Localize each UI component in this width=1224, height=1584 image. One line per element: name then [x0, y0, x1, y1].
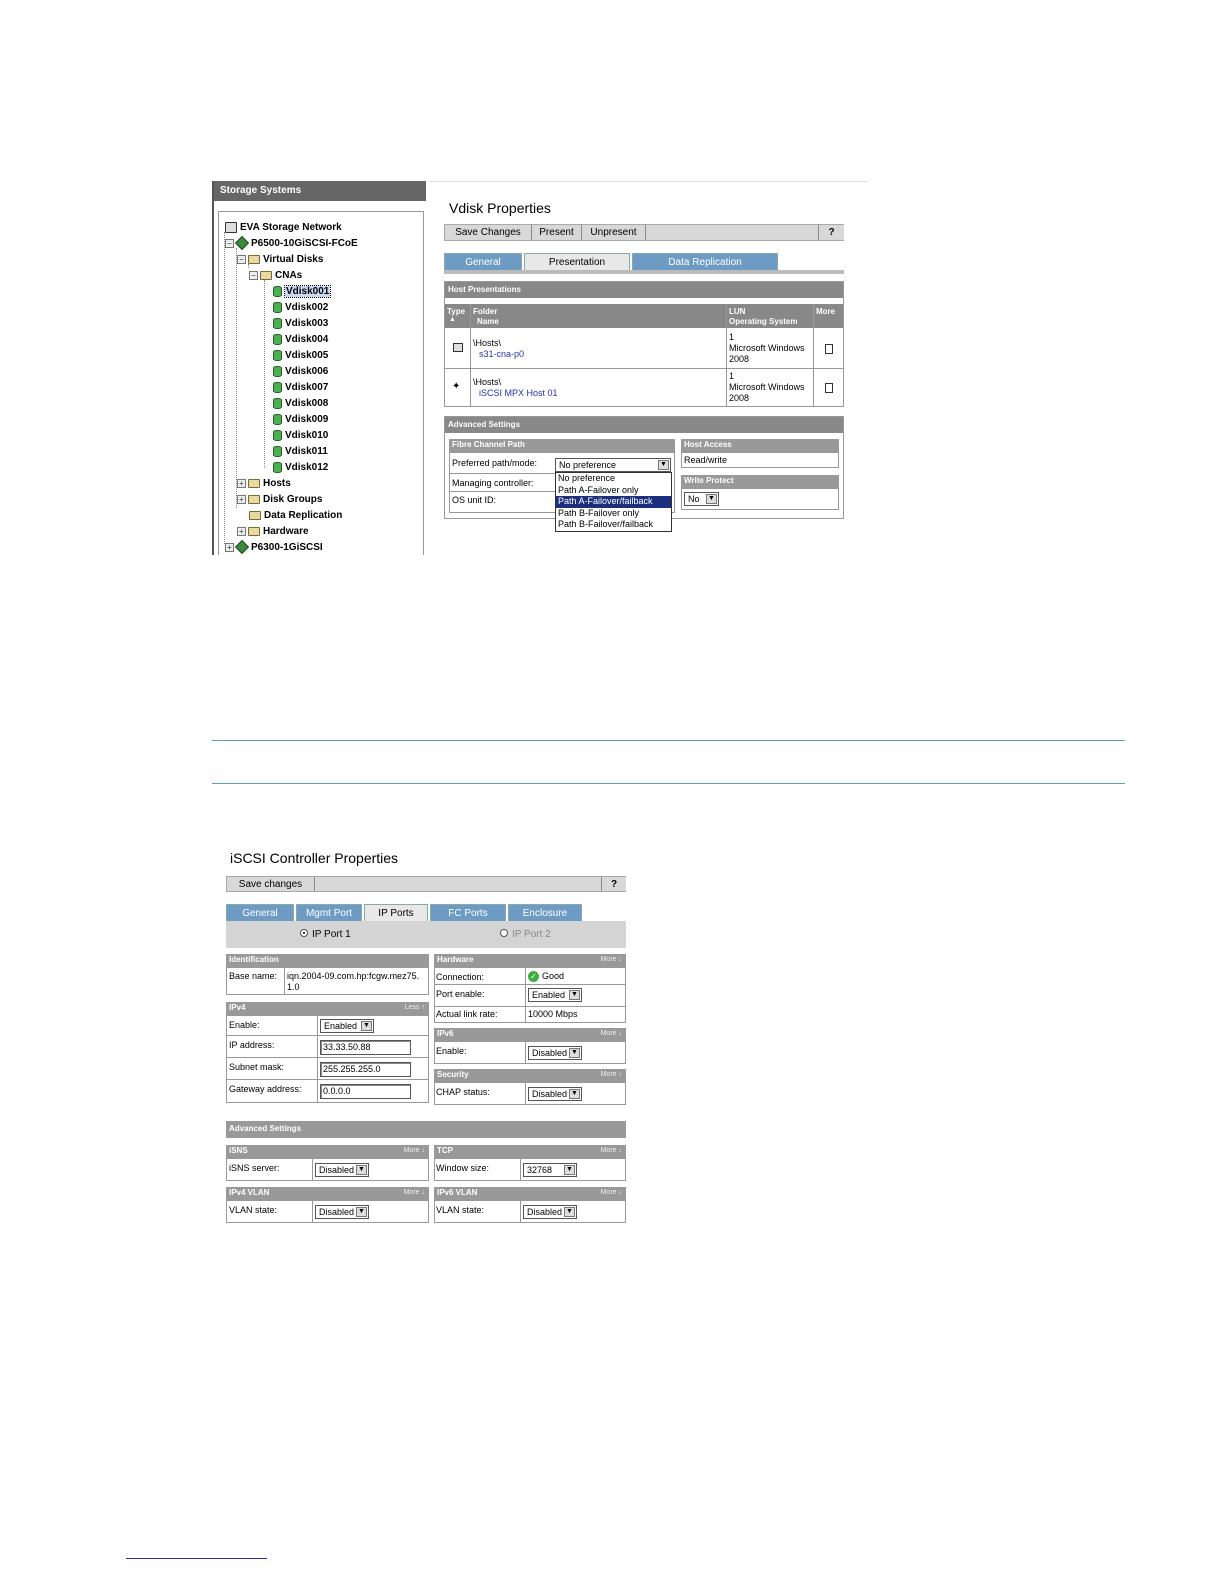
- page-title: Vdisk Properties: [449, 200, 551, 216]
- details-icon[interactable]: [825, 383, 833, 393]
- window-size-label: Window size:: [436, 1163, 490, 1173]
- vdisk-toolbar: [444, 224, 844, 241]
- radio-selected-icon: [300, 929, 308, 937]
- tree-item-vdisk[interactable]: Vdisk006: [273, 363, 328, 379]
- host-access-value: Read/write: [684, 455, 728, 465]
- port-selector-bar: [226, 921, 626, 948]
- more-link[interactable]: More ↓: [403, 1147, 425, 1154]
- isns-server-select[interactable]: Disabled ▼: [315, 1163, 369, 1177]
- more-link[interactable]: More ↓: [600, 1071, 622, 1078]
- preferred-path-label: Preferred path/mode:: [452, 458, 538, 468]
- gateway-input[interactable]: 0.0.0.0: [320, 1084, 411, 1099]
- storage-system-icon: [235, 236, 249, 250]
- write-protect-header: Write Protect: [681, 475, 839, 488]
- tree-item-vdisk[interactable]: Vdisk004: [273, 331, 328, 347]
- ip-port-2-radio[interactable]: IP Port 2: [500, 929, 551, 940]
- option-item[interactable]: Path B-Failover/failback: [558, 519, 654, 529]
- preferred-path-options[interactable]: [555, 472, 672, 532]
- iscsi-toolbar: [226, 876, 626, 892]
- tree-item-cnas[interactable]: − CNAs: [249, 267, 302, 283]
- tree-header: Storage Systems: [214, 181, 426, 201]
- subnet-mask-label: Subnet mask:: [229, 1062, 285, 1072]
- more-link[interactable]: More ↓: [600, 956, 622, 963]
- storage-tree-panel: [212, 181, 424, 555]
- help-button[interactable]: ?: [601, 877, 626, 891]
- vdisk-icon: [273, 462, 282, 473]
- col-name[interactable]: Name: [477, 317, 499, 326]
- network-icon: [225, 222, 237, 233]
- collapse-icon[interactable]: −: [249, 271, 258, 280]
- more-link[interactable]: More ↓: [600, 1147, 622, 1154]
- ipv4-enable-label: Enable:: [229, 1020, 260, 1030]
- dropdown-arrow-icon: ▼: [356, 1165, 367, 1175]
- ipv4-enable-select[interactable]: Enabled ▼: [320, 1019, 374, 1033]
- col-type[interactable]: Type: [447, 307, 466, 316]
- col-more: More: [816, 307, 836, 316]
- ipv6-enable-label: Enable:: [436, 1046, 467, 1056]
- host-os: Microsoft Windows: [729, 382, 805, 392]
- vdisk-icon: [273, 286, 282, 297]
- vdisk-icon: [273, 414, 282, 425]
- rule-bottom: [212, 783, 1125, 784]
- expand-icon[interactable]: +: [237, 479, 246, 488]
- collapse-icon[interactable]: −: [237, 255, 246, 264]
- more-link[interactable]: More ↓: [600, 1030, 622, 1037]
- tree-item-disk-groups[interactable]: + Disk Groups: [237, 491, 322, 507]
- ip-address-label: IP address:: [229, 1040, 275, 1050]
- ipv4-vlan-select[interactable]: Disabled ▼: [315, 1205, 369, 1219]
- unpresent-button[interactable]: Unpresent: [582, 225, 646, 240]
- vdisk-icon: [273, 350, 282, 361]
- subnet-mask-input[interactable]: 255.255.255.0: [320, 1062, 411, 1077]
- ipv6-header: IPv6 More ↓: [434, 1028, 626, 1041]
- base-name-label: Base name:: [229, 971, 278, 981]
- ipv4-vlan-label: VLAN state:: [229, 1205, 278, 1215]
- advanced-settings-header: Advanced Settings: [226, 1121, 626, 1138]
- gateway-label: Gateway address:: [229, 1084, 302, 1094]
- identification-header: Identification: [226, 954, 429, 967]
- base-name-value: iqn.2004-09.com.hp:fcgw.mez75.: [287, 971, 420, 981]
- vdisk-icon: [273, 318, 282, 329]
- tree-item-vdisk[interactable]: Vdisk011: [273, 443, 328, 459]
- save-changes-button[interactable]: Save Changes: [445, 225, 532, 240]
- managing-controller-label: Managing controller:: [452, 478, 534, 488]
- less-link[interactable]: Less ↑: [404, 1004, 425, 1011]
- dropdown-arrow-icon: ▼: [564, 1165, 575, 1175]
- tree-item-vdisk[interactable]: Vdisk008: [273, 395, 328, 411]
- tab-underline: [444, 270, 844, 274]
- ip-address-input[interactable]: 33.33.50.88: [320, 1040, 411, 1055]
- vdisk-icon: [273, 430, 282, 441]
- more-link[interactable]: More ↓: [403, 1189, 425, 1196]
- save-changes-button[interactable]: Save changes: [227, 877, 315, 891]
- port-enable-select[interactable]: Enabled ▼: [528, 988, 582, 1002]
- chap-status-select[interactable]: Disabled ▼: [528, 1087, 582, 1101]
- host-folder: \Hosts\: [473, 377, 502, 387]
- check-icon: ✓: [528, 971, 539, 982]
- advanced-settings-header: Advanced Settings: [445, 417, 843, 433]
- present-button[interactable]: Present: [532, 225, 582, 240]
- radio-unselected-icon: [500, 929, 508, 937]
- connection-label: Connection:: [436, 972, 485, 982]
- host-lun: 1: [729, 332, 735, 342]
- hardware-header: Hardware More ↓: [434, 954, 626, 967]
- vdisk-icon: [273, 302, 282, 313]
- tab-fc-ports[interactable]: FC Ports: [430, 904, 506, 921]
- host-presentations-header: Host Presentations: [445, 282, 843, 298]
- vdisk-icon: [273, 366, 282, 377]
- host-access-header: Host Access: [681, 439, 839, 452]
- dropdown-arrow-icon: ▼: [658, 460, 669, 470]
- col-os[interactable]: Operating System: [729, 317, 798, 326]
- tcp-header: TCP More ↓: [434, 1145, 626, 1158]
- host-link[interactable]: iSCSI MPX Host 01: [479, 388, 558, 398]
- host-presentations-section: [444, 281, 844, 407]
- vdisk-icon: [273, 382, 282, 393]
- option-item[interactable]: Path B-Failover only: [558, 507, 640, 518]
- tab-general[interactable]: General: [444, 253, 522, 270]
- folder-icon: [248, 527, 260, 536]
- expand-icon[interactable]: +: [237, 527, 246, 536]
- fc-path-header: Fibre Channel Path: [449, 439, 675, 452]
- dropdown-arrow-icon: ▼: [569, 1048, 580, 1058]
- col-lun[interactable]: LUN: [729, 307, 746, 316]
- tree-item-vdisk[interactable]: Vdisk005: [273, 347, 328, 363]
- link-rate-value: 10000 Mbps: [528, 1009, 578, 1019]
- link-rate-label: Actual link rate:: [436, 1009, 498, 1019]
- collapse-icon[interactable]: −: [225, 239, 234, 248]
- rule-top: [212, 740, 1125, 741]
- security-header: Security More ↓: [434, 1069, 626, 1082]
- host-os-version: 2008: [729, 393, 750, 403]
- dropdown-arrow-icon: ▼: [356, 1207, 367, 1217]
- folder-icon: [248, 255, 260, 264]
- vdisk-icon: [273, 334, 282, 345]
- tab-ip-ports[interactable]: IP Ports: [364, 904, 428, 921]
- host-lun: 1: [729, 371, 735, 381]
- tab-mgmt-port[interactable]: Mgmt Port: [296, 904, 362, 921]
- tab-general[interactable]: General: [226, 904, 294, 921]
- host-os-version: 2008: [729, 354, 750, 364]
- ipv4-vlan-header: IPv4 VLAN More ↓: [226, 1187, 429, 1200]
- tree-item-vdisk[interactable]: Vdisk001: [273, 283, 330, 299]
- tree-item-hosts[interactable]: + Hosts: [237, 475, 291, 491]
- col-folder[interactable]: Folder: [473, 307, 498, 316]
- help-button[interactable]: ?: [818, 225, 844, 240]
- dropdown-arrow-icon: ▼: [569, 990, 580, 1000]
- tree-box: [218, 211, 424, 555]
- tree-item-system1[interactable]: − P6500-10GiSCSI-FCoE: [225, 235, 358, 251]
- tree-item-vdisk[interactable]: Vdisk012: [273, 459, 328, 475]
- folder-icon: [248, 495, 260, 504]
- connection-status: ✓ Good: [528, 971, 564, 982]
- isns-server-label: iSNS server:: [229, 1163, 280, 1173]
- window-size-select[interactable]: 32768 ▼: [523, 1163, 577, 1177]
- tree-item-vdisk[interactable]: Vdisk007: [273, 379, 328, 395]
- host-server-icon: [453, 343, 463, 352]
- details-icon[interactable]: [825, 344, 833, 354]
- base-name-value-cont: 1.0: [287, 982, 300, 992]
- option-item-highlighted[interactable]: Path A-Failover/failback: [556, 496, 671, 508]
- page-title: iSCSI Controller Properties: [230, 850, 399, 866]
- os-unit-id-label: OS unit ID:: [452, 495, 497, 505]
- storage-system-icon: [235, 540, 249, 554]
- isns-header: iSNS More ↓: [226, 1145, 429, 1158]
- ipv6-vlan-header: IPv6 VLAN More ↓: [434, 1187, 626, 1200]
- vdisk-icon: [273, 446, 282, 457]
- write-protect-select[interactable]: No ▼: [684, 492, 719, 506]
- tree-item-vdisk[interactable]: Vdisk009: [273, 411, 328, 427]
- tree-item-vdisk[interactable]: Vdisk002: [273, 299, 328, 315]
- tree-item-data-replication[interactable]: Data Replication: [249, 507, 342, 523]
- ipv4-header: IPv4 Less ↑: [226, 1002, 429, 1015]
- host-link[interactable]: s31-cna-p0: [479, 349, 525, 359]
- dropdown-arrow-icon: ▼: [706, 494, 717, 504]
- folder-icon: [249, 511, 261, 520]
- vdisk-screenshot: [212, 181, 868, 555]
- tree-item-vdisk[interactable]: Vdisk003: [273, 315, 328, 331]
- ipv6-vlan-select[interactable]: Disabled ▼: [523, 1205, 577, 1219]
- tree-item-vdisk[interactable]: Vdisk010: [273, 427, 328, 443]
- ip-port-1-radio[interactable]: IP Port 1: [300, 929, 351, 940]
- host-os: Microsoft Windows: [729, 343, 805, 353]
- iscsi-screenshot: [224, 845, 628, 1227]
- iscsi-host-icon: ✦: [452, 381, 461, 392]
- option-item[interactable]: Path A-Failover only: [558, 484, 639, 495]
- host-folder: \Hosts\: [473, 338, 502, 348]
- footnote-rule: [126, 1558, 267, 1559]
- dropdown-arrow-icon: ▼: [564, 1207, 575, 1217]
- option-item[interactable]: No preference: [558, 473, 616, 483]
- ipv6-enable-select[interactable]: Disabled ▼: [528, 1046, 582, 1060]
- folder-icon: [248, 479, 260, 488]
- tab-presentation[interactable]: Presentation: [524, 253, 630, 270]
- ipv6-vlan-label: VLAN state:: [436, 1205, 485, 1215]
- tree-item-hardware[interactable]: + Hardware: [237, 523, 309, 539]
- vdisk-properties-panel: [429, 181, 868, 555]
- tab-data-replication[interactable]: Data Replication: [632, 253, 778, 270]
- tree-item-system2[interactable]: + P6300-1GiSCSI: [225, 539, 323, 555]
- advanced-settings-section: [444, 416, 844, 529]
- expand-icon[interactable]: +: [237, 495, 246, 504]
- chap-status-label: CHAP status:: [436, 1087, 490, 1097]
- more-link[interactable]: More ↓: [600, 1189, 622, 1196]
- expand-icon[interactable]: +: [225, 543, 234, 552]
- port-enable-label: Port enable:: [436, 989, 485, 999]
- tree-item-virtual-disks[interactable]: − Virtual Disks: [237, 251, 323, 267]
- sort-asc-icon: ▲: [449, 316, 456, 323]
- preferred-path-select[interactable]: No preference ▼: [555, 458, 671, 472]
- vdisk-icon: [273, 398, 282, 409]
- tree-item-network[interactable]: EVA Storage Network: [225, 219, 342, 235]
- tab-enclosure[interactable]: Enclosure: [508, 904, 582, 921]
- dropdown-arrow-icon: ▼: [361, 1021, 372, 1031]
- folder-icon: [260, 271, 272, 280]
- dropdown-arrow-icon: ▼: [569, 1089, 580, 1099]
